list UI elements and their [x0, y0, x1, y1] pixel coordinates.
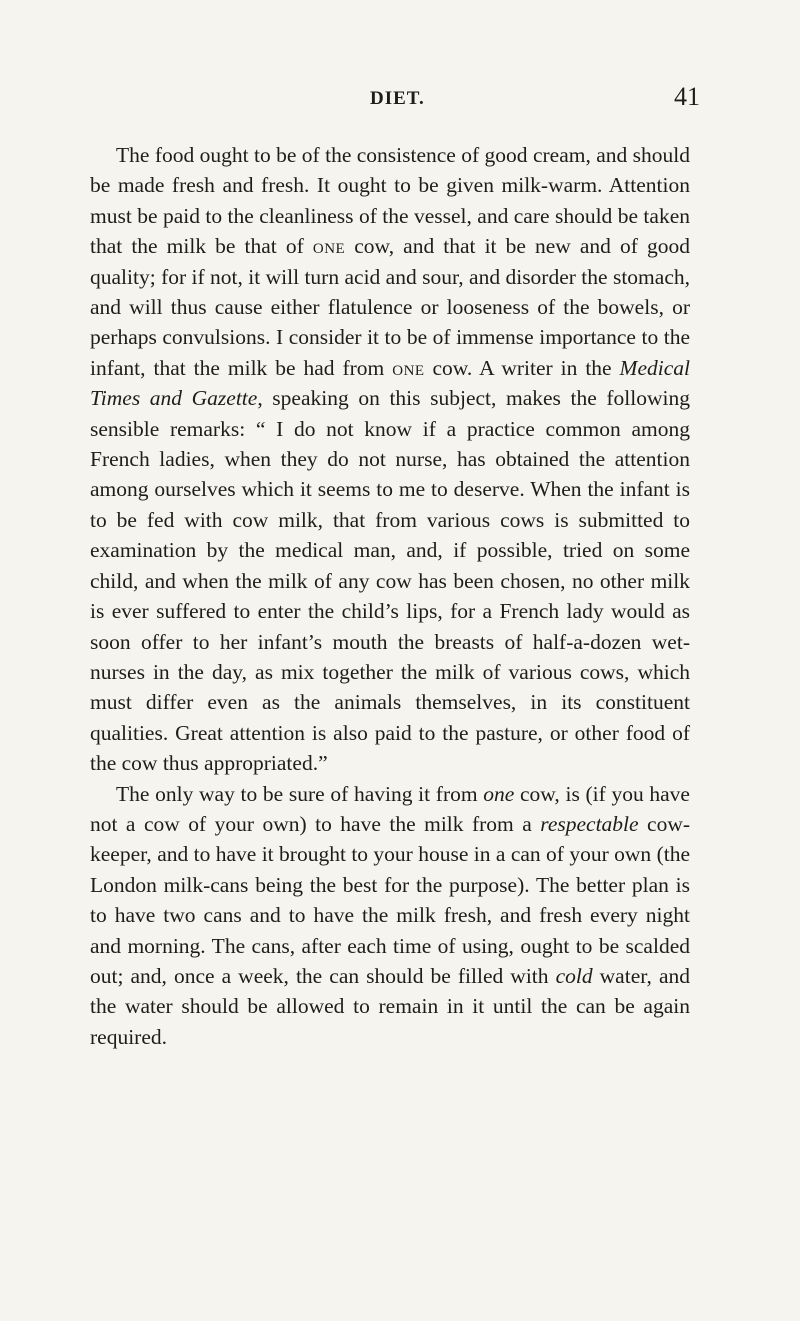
text-segment: cow, and that it be new and of good quality; for if not, it will turn acid and sour, and disorder the stomach, and will thus cause either flatulence or looseness of the bowels, or perhaps convulsions. I consider it to be of immense importance to the infant, that the milk be had from — [90, 234, 691, 380]
text-segment: water, and the water should be allowed to remain in it until the can be again required. — [90, 963, 691, 1049]
body-text — [90, 140, 690, 1052]
text-segment-italic: Medical Times and Gazette — [90, 355, 690, 411]
page-number: 41 — [674, 82, 700, 111]
chapter-title: DIET. — [370, 88, 425, 109]
text-segment: The only way to be sure of having it from — [116, 781, 484, 806]
text-segment-italic: respectable — [540, 811, 639, 836]
text-segment: The food ought to be of the consistence of good cream, and should be made fresh and fresh. It ought to be given milk-warm. Attention must be paid to the cleanliness of the vessel, and care should be taken that the milk be that of — [90, 143, 690, 259]
text-segment-smallcaps: one — [392, 355, 425, 380]
text-segment: cow, is (if you have not a cow of your own) to have the milk from a — [90, 781, 690, 836]
text-segment-smallcaps: one — [312, 234, 346, 259]
text-segment: cow. A writer in the — [424, 355, 620, 380]
paragraph-1 — [90, 140, 690, 779]
text-segment-italic: one — [483, 781, 515, 806]
text-segment: cow-keeper, and to have it brought to your house in a can of your own (the London milk-cans being the best for the purpose). The better plan is to have two cans and to have the milk fresh, and fresh every night and morning. The cans, after each time of using, ought to be scalded out; and, once a week, the can should be filled with — [90, 811, 691, 988]
paragraph-2 — [90, 779, 690, 1053]
text-segment-italic: cold — [555, 963, 593, 988]
running-header — [0, 82, 800, 118]
text-segment: , speaking on this subject, makes the following sensible remarks: “ I do not know if a practice common among French ladies, when they do not nurse, has obtained the attention among ourselves which it seems to me to deserve. When the infant is to be fed with cow milk, that from various cows is submitted to examination by the medical man, and, if possible, tried on some child, and when the milk of any cow has been chosen, no other milk is ever suffered to enter the child’s lips, for a French lady would as soon offer to her infant’s mouth the breasts of half-a-dozen wet-nurses in the day, as mix together the milk of various cows, which must differ even as the animals themselves, in its constituent qualities. Great attention is also paid to the pasture, or other food of the cow thus appropriated.” — [90, 386, 691, 776]
